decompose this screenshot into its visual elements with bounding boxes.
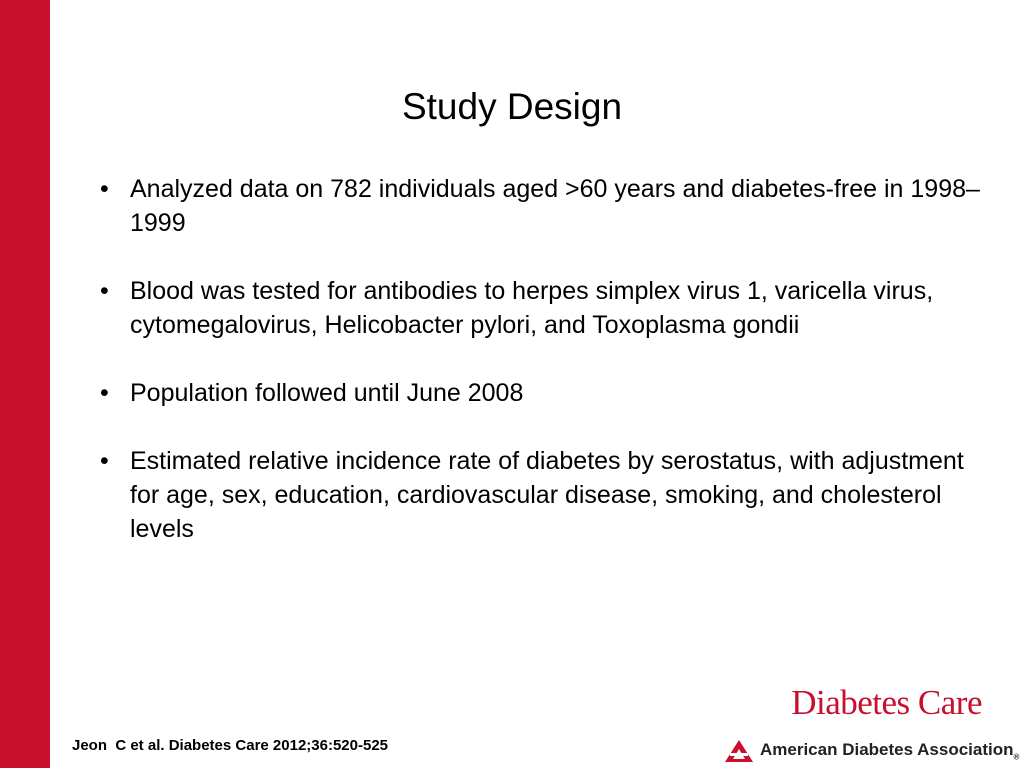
bullet-item [100, 274, 980, 342]
citation: Jeon C et al. Diabetes Care 2012;36:520-525 [72, 737, 389, 754]
ada-logo [724, 736, 1019, 766]
bullet-text: Blood was tested for antibodies to herpes simplex virus 1, varicella virus, cytomegalovirus, Helicobacter pylori, and Toxoplasma gondii [130, 277, 934, 339]
bullet-dot: • [100, 277, 109, 305]
bullet-item [100, 172, 980, 240]
bullet-text: Estimated relative incidence rate of diabetes by serostatus, with adjustment for age, sex, education, cardiovascular disease, smoking, and cholesterol levels [130, 447, 964, 543]
ada-name-text: American Diabetes Association [760, 740, 1014, 760]
bullet-text: Analyzed data on 782 individuals aged >60 years and diabetes-free in 1998–1999 [130, 175, 980, 237]
bullet-dot: • [100, 447, 109, 475]
ada-triangle-icon [724, 739, 754, 763]
bullet-dot: • [100, 175, 109, 203]
bullet-item [100, 444, 980, 546]
left-accent-bar [0, 0, 50, 768]
diabetes-care-logo: Diabetes Care [791, 683, 982, 722]
bullet-dot: • [100, 379, 109, 407]
slide-title: Study Design [401, 86, 623, 127]
bullet-text: Population followed until June 2008 [130, 379, 524, 407]
ada-name [760, 740, 1019, 761]
bullet-item [100, 376, 980, 410]
registered-mark: ® [1013, 752, 1020, 762]
bullet-list [100, 172, 980, 580]
